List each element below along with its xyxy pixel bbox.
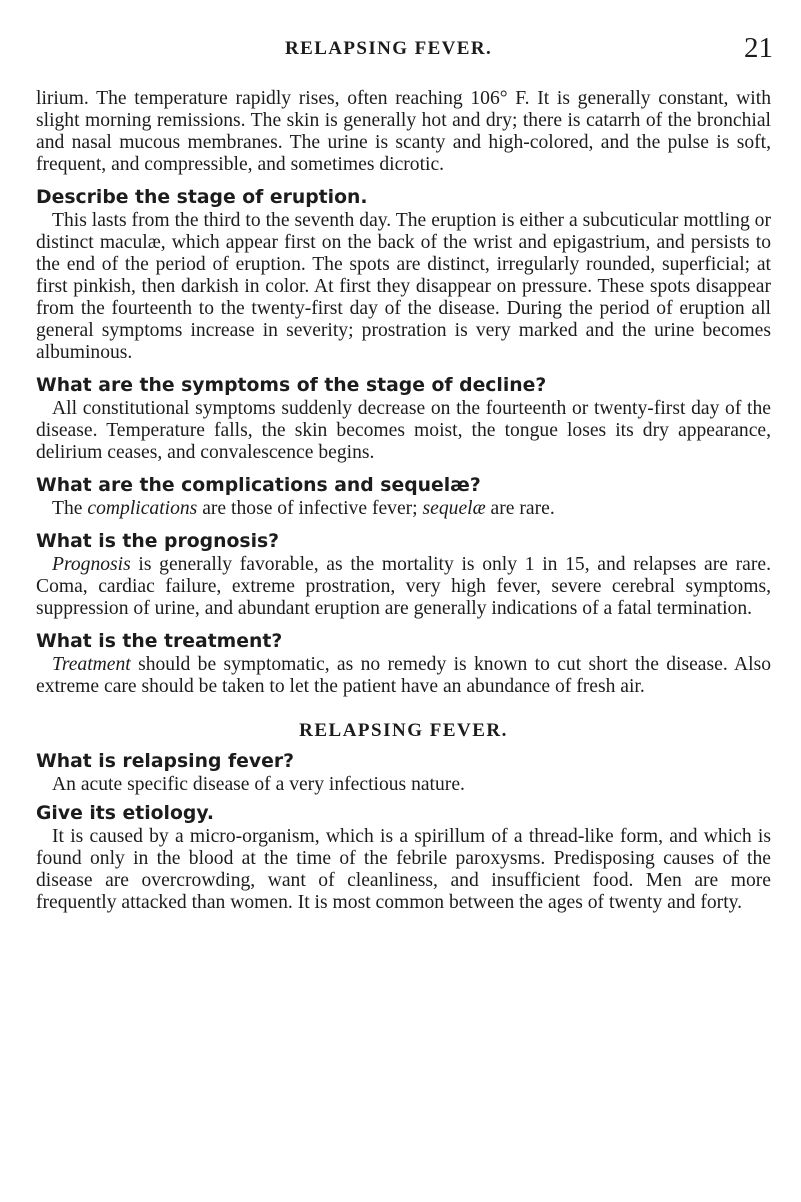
answer-text: should be symptomatic, as no remedy is known to cut short the disease. Also extreme care should be taken to let the patient have an abundance of fresh air. (36, 654, 771, 697)
question-heading: Describe the stage of eruption. (36, 187, 368, 208)
section-heading: RELAPSING FEVER. (299, 720, 508, 741)
answer-paragraph: It is caused by a micro-organism, which is a spirillum of a thread-like form, and which is found only in the blood at the time of the febrile paroxysms. Predisposing causes of the disease are overcrowding, want of cleanliness, and insufficient food. Men are more frequently attacked than women. It is most common between the ages of twenty and forty. (36, 826, 771, 913)
page-number: 21 (744, 32, 773, 64)
running-head (0, 34, 801, 64)
italic-term: complications (87, 498, 198, 519)
question-heading: What are the symptoms of the stage of decline? (36, 375, 547, 396)
answer-paragraph: An acute specific disease of a very infectious nature. (52, 774, 465, 795)
question-heading: What is the treatment? (36, 631, 283, 652)
answer-text: is generally favorable, as the mortality is only 1 in 15, and relapses are rare. Coma, cardiac failure, extreme prostration, very high fever, severe cerebral symptoms, suppression of urine, and abundant eruption are generally indications of a fatal termination. (36, 554, 771, 619)
answer-text: are rare. (485, 498, 555, 519)
answer-text: The (52, 498, 88, 519)
question-heading: What are the complications and sequelæ? (36, 475, 481, 496)
answer-paragraph (36, 554, 771, 620)
question-heading: What is relapsing fever? (36, 751, 295, 772)
question-heading: What is the prognosis? (36, 531, 280, 552)
answer-paragraph: This lasts from the third to the seventh day. The eruption is either a subcuticular mottling or distinct maculæ, which appear first on the back of the wrist and epigastrium, and persists to the end of the period of eruption. The spots are distinct, irregularly rounded, superficial; at first pinkish, then darkish in color. At first they disappear on pressure. These spots disappear from the fourteenth to the twenty-first day of the disease. During the period of eruption all general symptoms increase in severity; prostration is very marked and the urine becomes albuminous. (36, 210, 771, 363)
italic-term: Prognosis (52, 554, 131, 575)
answer-text: are those of infective fever; (197, 498, 423, 519)
italic-term: sequelæ (422, 498, 486, 519)
page-body (36, 88, 771, 914)
continued-paragraph: lirium. The temperature rapidly rises, often reaching 106° F. It is generally constant, with slight morning remissions. The skin is generally hot and dry; there is catarrh of the bronchial and nasal mucous membranes. The urine is scanty and high-colored, and the pulse is soft, frequent, and compressible, and sometimes dicrotic. (36, 88, 771, 175)
answer-paragraph (36, 654, 771, 698)
answer-paragraph (36, 498, 771, 520)
question-heading: Give its etiology. (36, 803, 214, 824)
answer-paragraph: All constitutional symptoms suddenly decrease on the fourteenth or twenty-first day of the disease. Temperature falls, the skin becomes moist, the tongue loses its dry appearance, delirium ceases, and convalescence begins. (36, 398, 771, 463)
running-title: RELAPSING FEVER. (285, 38, 493, 59)
italic-term: Treatment (52, 654, 131, 675)
